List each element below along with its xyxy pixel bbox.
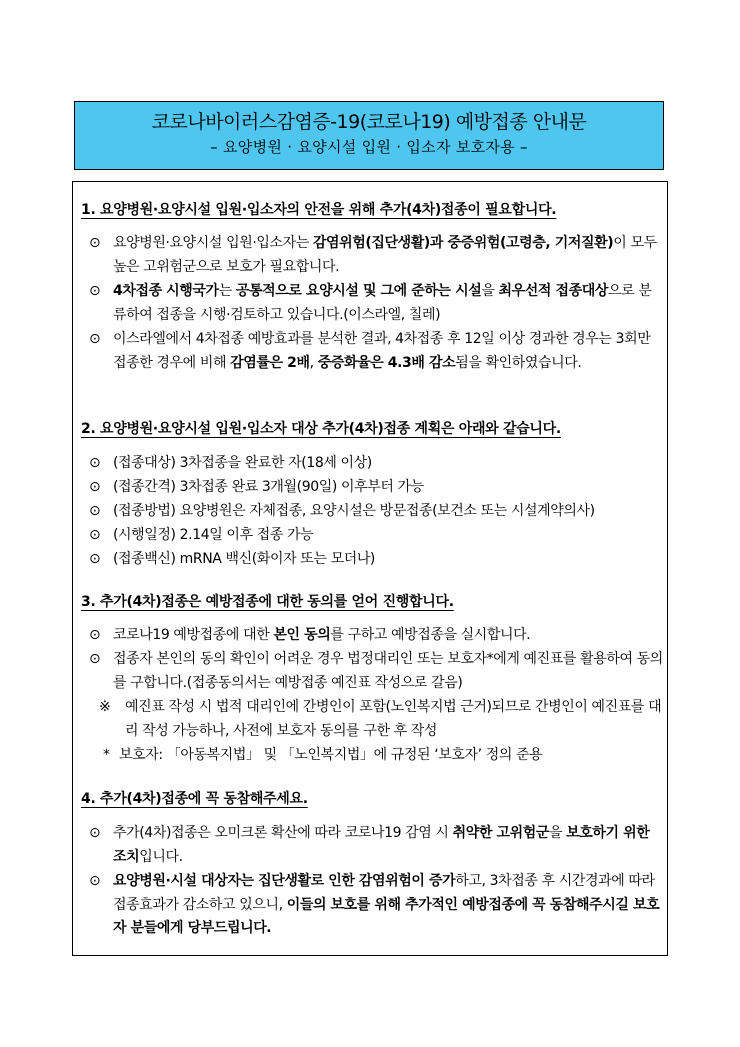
footnote-item: * 보호자: 「아동복지법」 및 「노인복지법」에 규정된 ‘보호자’ 정의 준용 — [89, 744, 663, 768]
list-item: ⊙ (접종방법) 요양병원은 자체접종, 요양시설은 방문접종(보건소 또는 시설계약의사) — [89, 500, 663, 524]
bullet-icon: ⊙ — [89, 873, 101, 889]
reference-mark-icon: ※ — [99, 699, 111, 715]
bullet-icon: ⊙ — [89, 627, 101, 643]
section-4-heading: 4. 추가(4차)접종에 꼭 동참해주세요. — [81, 791, 308, 807]
bullet-icon: ⊙ — [89, 479, 101, 495]
list-item: ⊙ 접종자 본인의 동의 확인이 어려운 경우 법정대리인 또는 보호자*에게 예진표를 활용하여 동의를 구합니다.(접종동의서는 예방접종 예진표 작성으로 갈음) — [89, 648, 663, 695]
list-item: ⊙ 이스라엘에서 4차접종 예방효과를 분석한 결과, 4차접종 후 12일 이상 경과한 경우는 3회만 접종한 경우에 비해 감염률은 2배, 중증화율은 4.3배 감소됨을 확인하였습니다. — [89, 328, 663, 375]
title-box — [74, 101, 664, 170]
list-item: ⊙ (접종간격) 3차접종 완료 3개월(90일) 이후부터 가능 — [89, 476, 663, 500]
list-item: ⊙ 요양병원·시설 대상자는 집단생활로 인한 감염위험이 증가하고, 3차접종 후 시간경과에 따라 접종효과가 감소하고 있으니, 이들의 보호를 위해 추가적인 예방접종에 꼭 동참해주시길 보호자 분들에게 당부드립니다. — [89, 870, 663, 941]
section-3-heading: 3. 추가(4차)접종은 예방접종에 대한 동의를 얻어 진행합니다. — [81, 594, 454, 610]
bullet-icon: ⊙ — [89, 331, 101, 347]
bullet-icon: ⊙ — [89, 825, 101, 841]
asterisk-icon: * — [103, 747, 110, 763]
bullet-icon: ⊙ — [89, 551, 101, 567]
section-1-heading: 1. 요양병원·요양시설 입원·입소자의 안전을 위해 추가(4차)접종이 필요합니다. — [81, 202, 557, 218]
list-item: ⊙ 코로나19 예방접종에 대한 본인 동의를 구하고 예방접종을 실시합니다. — [89, 624, 663, 648]
list-item: ⊙ 추가(4차)접종은 오미크론 확산에 따라 코로나19 감염 시 취약한 고위험군을 보호하기 위한 조치입니다. — [89, 822, 663, 869]
bullet-icon: ⊙ — [89, 651, 101, 667]
bullet-icon: ⊙ — [89, 455, 101, 471]
list-item: ⊙ 요양병원·요양시설 입원·입소자는 감염위험(집단생활)과 중증위험(고령층, 기저질환)이 모두 높은 고위험군으로 보호가 필요합니다. — [89, 232, 663, 279]
list-item: ⊙ 4차접종 시행국가는 공통적으로 요양시설 및 그에 준하는 시설을 최우선적 접종대상으로 분류하여 접종을 시행·검토하고 있습니다.(이스라엘, 칠레) — [89, 280, 663, 327]
content-box — [72, 181, 668, 956]
note-item: ※ 예진표 작성 시 법적 대리인에 간병인이 포함(노인복지법 근거)되므로 간병인이 예진표를 대리 작성 가능하나, 사전에 보호자 동의를 구한 후 작성 — [89, 696, 663, 743]
list-item: ⊙ (시행일정) 2.14일 이후 접종 가능 — [89, 524, 663, 548]
bullet-icon: ⊙ — [89, 283, 101, 299]
bullet-icon: ⊙ — [89, 235, 101, 251]
bullet-icon: ⊙ — [89, 527, 101, 543]
page-title: 코로나바이러스감염증-19(코로나19) 예방접종 안내문 — [151, 111, 587, 133]
bullet-icon: ⊙ — [89, 503, 101, 519]
page-subtitle: – 요양병원 · 요양시설 입원 · 입소자 보호자용 – — [210, 138, 528, 156]
section-2-heading: 2. 요양병원·요양시설 입원·입소자 대상 추가(4차)접종 계획은 아래와 같습니다. — [81, 421, 561, 437]
list-item: ⊙ (접종백신) mRNA 백신(화이자 또는 모더나) — [89, 548, 663, 572]
list-item: ⊙ (접종대상) 3차접종을 완료한 자(18세 이상) — [89, 452, 663, 476]
